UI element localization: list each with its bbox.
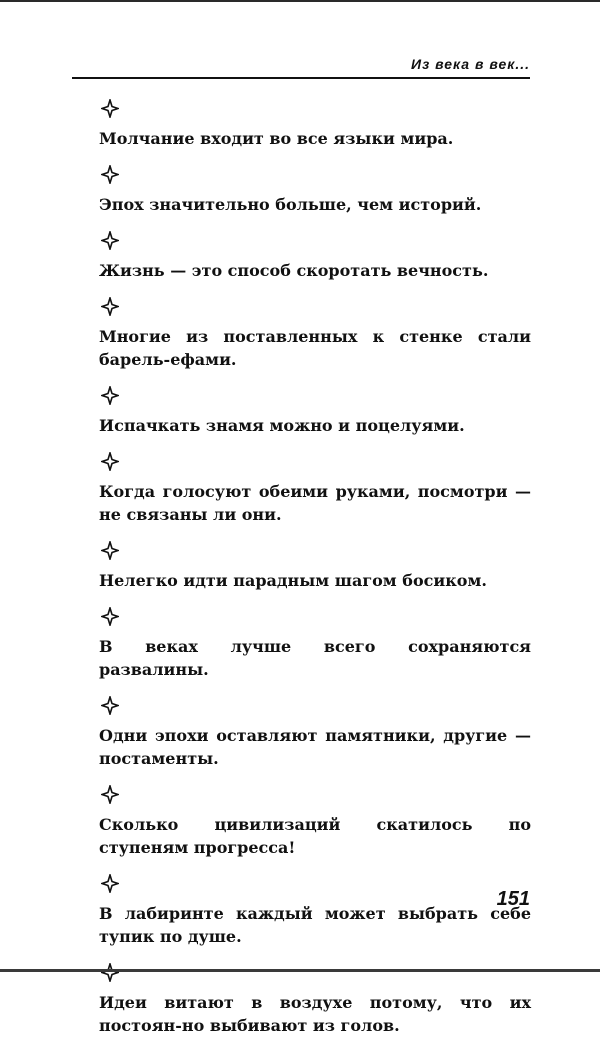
aphorism-entry [99, 386, 531, 437]
four-point-star-icon [101, 541, 119, 560]
aphorism-entry [99, 696, 531, 770]
four-point-star-icon [101, 231, 119, 250]
aphorism-text: В веках лучше всего сохраняются развалины. [99, 637, 531, 679]
aphorism-entry [99, 99, 531, 150]
aphorism-text: Молчание входит во все языки мира. [99, 129, 454, 148]
four-point-star-icon [101, 785, 119, 804]
four-point-star-icon [101, 874, 119, 893]
four-point-star-icon [101, 963, 119, 982]
aphorism-text: Идеи витают в воздухе потому, что их постоян-но выбивают из голов. [99, 993, 531, 1035]
aphorism-text: Когда голосуют обеими руками, посмотри — не связаны ли они. [99, 482, 531, 524]
four-point-star-icon [101, 165, 119, 184]
aphorism-text: Одни эпохи оставляют памятники, другие — постаменты. [99, 726, 531, 768]
aphorism-text: В лабиринте каждый может выбрать себе тупик по душе. [99, 904, 531, 946]
page-top-border [0, 0, 600, 2]
aphorism-entry [99, 607, 531, 681]
page-number: 151 [496, 888, 530, 910]
aphorism-entry [99, 165, 531, 216]
four-point-star-icon [101, 452, 119, 471]
aphorism-entry [99, 297, 531, 371]
aphorism-text: Нелегко идти парадным шагом босиком. [99, 571, 487, 590]
four-point-star-icon [101, 99, 119, 118]
aphorism-text: Многие из поставленных к стенке стали барель-ефами. [99, 327, 531, 369]
aphorism-text: Эпох значительно больше, чем историй. [99, 195, 482, 214]
aphorism-entry [99, 452, 531, 526]
aphorism-entry [99, 541, 531, 592]
running-head: Из века в век... [411, 56, 530, 72]
aphorism-entry [99, 231, 531, 282]
aphorism-entry [99, 874, 531, 948]
aphorism-text: Испачкать знамя можно и поцелуями. [99, 416, 465, 435]
aphorism-entry [99, 785, 531, 859]
aphorism-text: Сколько цивилизаций скатилось по ступеням прогресса! [99, 815, 531, 857]
aphorism-entry [99, 963, 531, 1037]
aphorism-text: Жизнь — это способ скоротать вечность. [99, 261, 489, 280]
four-point-star-icon [101, 386, 119, 405]
header-rule [72, 77, 530, 79]
four-point-star-icon [101, 607, 119, 626]
four-point-star-icon [101, 696, 119, 715]
aphorism-list [99, 99, 531, 1052]
four-point-star-icon [101, 297, 119, 316]
